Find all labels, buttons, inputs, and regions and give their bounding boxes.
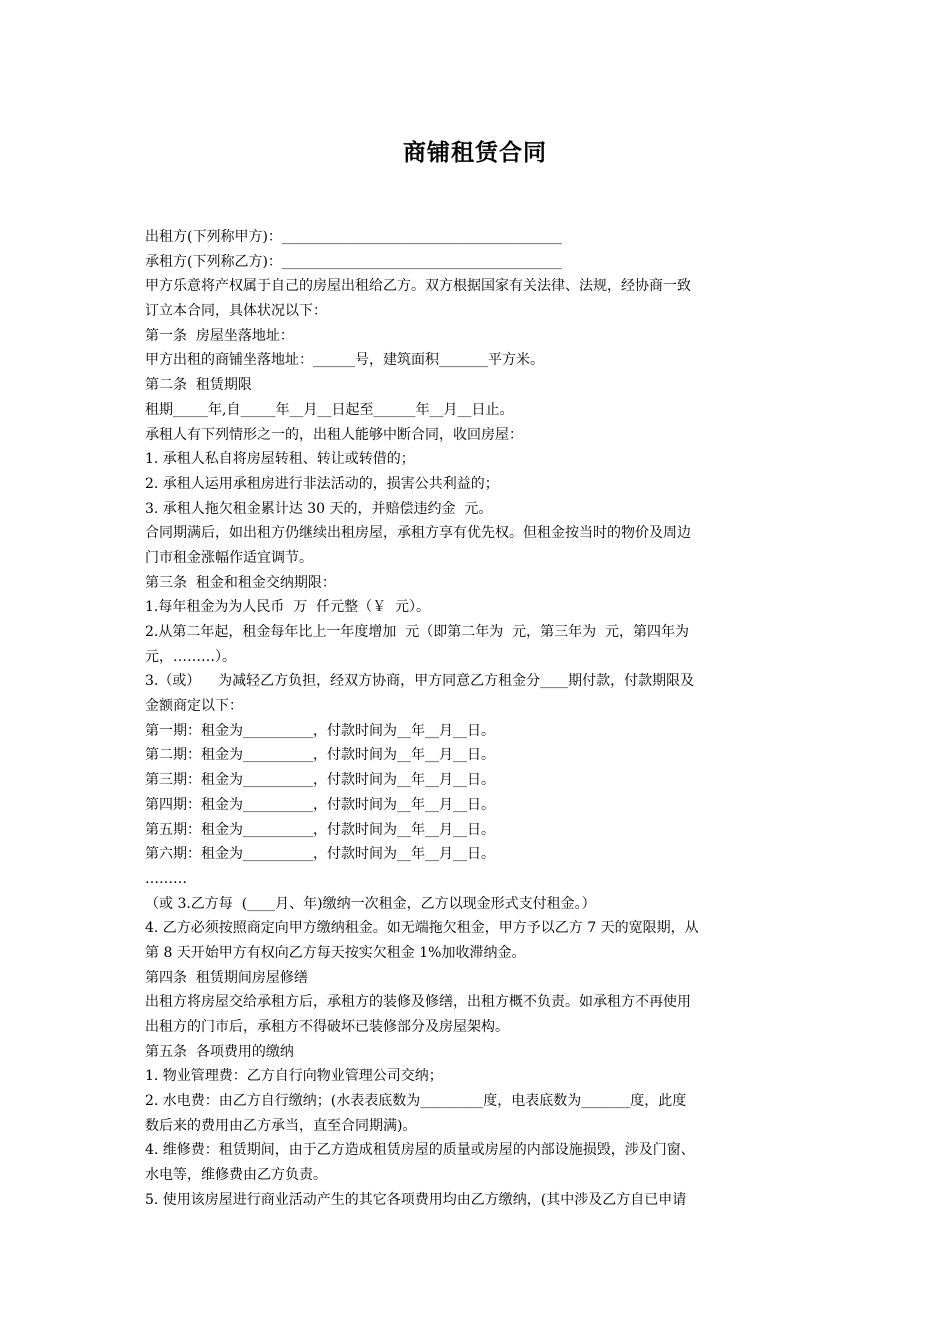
document-line: 第三期：租金为__________，付款时间为__年__月__日。 xyxy=(145,772,495,789)
document-line: 第五条 各项费用的缴纳 xyxy=(145,1043,294,1060)
document-line: 订立本合同，具体状况以下： xyxy=(145,303,327,320)
document-title: 商铺租赁合同 xyxy=(403,140,547,166)
document-line: 第五期：租金为__________，付款时间为__年__月__日。 xyxy=(145,821,495,838)
document-line: 第二条 租赁期限 xyxy=(145,377,252,394)
document-line: 合同期满后，如出租方仍继续出租房屋，承租方享有优先权。但租金按当时的物价及周边 xyxy=(145,525,691,542)
document-line: 5. 使用该房屋进行商业活动产生的其它各项费用均由乙方缴纳，(其中涉及乙方自已申请 xyxy=(145,1191,687,1208)
document-line: 元，………）。 xyxy=(145,648,236,665)
document-line: 租期_____年,自_____年__月__日起至______年__月__日止。 xyxy=(145,401,514,418)
document-line: 4. 维修费：租赁期间，由于乙方造成租赁房屋的质量或房屋的内部设施损毁，涉及门窗、 xyxy=(145,1142,695,1159)
document-line: 出租方将房屋交给承租方后，承租方的装修及修缮，出租方概不负责。如承租方不再使用 xyxy=(145,994,691,1011)
document-line: 第六期：租金为__________，付款时间为__年__月__日。 xyxy=(145,846,495,863)
document-line: 第四期：租金为__________，付款时间为__年__月__日。 xyxy=(145,796,495,813)
document-line: 3.（或） 为减轻乙方负担，经双方协商，甲方同意乙方租金分____期付款，付款期限及 xyxy=(145,673,695,690)
document-line: 第 8 天开始甲方有权向乙方每天按实欠租金 1%加收滞纳金。 xyxy=(145,944,526,961)
document-body xyxy=(145,225,809,1213)
document-line: 第一期：租金为__________，付款时间为__年__月__日。 xyxy=(145,722,495,739)
document-line: 甲方乐意将产权属于自己的房屋出租给乙方。双方根据国家有关法律、法规，经协商一致 xyxy=(145,278,691,295)
document-line: 承租方(下列称乙方)：________________________________________ xyxy=(145,253,562,270)
document-line: 1. 物业管理费：乙方自行向物业管理公司交纳； xyxy=(145,1068,443,1085)
document-line: 第三条 租金和租金交纳期限： xyxy=(145,574,336,591)
document-line: 2. 水电费：由乙方自行缴纳；(水表表底数为_________度，电表底数为_______度，此度 xyxy=(145,1093,687,1110)
document-line: 甲方出租的商铺坐落地址：______号，建筑面积_______平方米。 xyxy=(145,352,544,369)
document-line: 数后来的费用由乙方承当，直至合同期满)。 xyxy=(145,1117,417,1134)
document-line: 4. 乙方必须按照商定向甲方缴纳租金。如无端拖欠租金，甲方予以乙方 7 天的宽限期，从 xyxy=(145,920,699,937)
document-line: 1. 承租人私自将房屋转租、转让或转借的； xyxy=(145,451,415,468)
document-line: ……… xyxy=(145,870,187,887)
document-line: 2.从第二年起，租金每年比上一年度增加 元（即第二年为 元，第三年为 元，第四年为 xyxy=(145,624,690,640)
document-line: 第二期：租金为__________，付款时间为__年__月__日。 xyxy=(145,747,495,764)
document-line: 出租方(下列称甲方)：________________________________________ xyxy=(145,229,562,245)
document-line: 2. 承租人运用承租房进行非法活动的，损害公共利益的； xyxy=(145,475,499,492)
document-line: 3. 承租人拖欠租金累计达 30 天的，并赔偿违约金 元。 xyxy=(145,500,493,517)
document-line: 出租方的门市后，承租方不得破坏已装修部分及房屋架构。 xyxy=(145,1019,509,1035)
document-line: 水电等，维修费由乙方负责。 xyxy=(145,1167,327,1184)
document-line: 门市租金涨幅作适宜调节。 xyxy=(145,549,313,566)
document-line: 承租人有下列情形之一的，出租人能够中断合同，收回房屋： xyxy=(145,426,523,443)
document-line: 金额商定以下： xyxy=(145,698,243,715)
document-line: 第一条 房屋坐落地址： xyxy=(145,327,294,344)
document-line: 1.每年租金为为人民币 万 仟元整（￥ 元）。 xyxy=(145,599,431,616)
document-line: （或 3.乙方每 (____月、年)缴纳一次租金，乙方以现金形式支付租金。） xyxy=(145,895,596,912)
document-line: 第四条 租赁期间房屋修缮 xyxy=(145,969,308,986)
